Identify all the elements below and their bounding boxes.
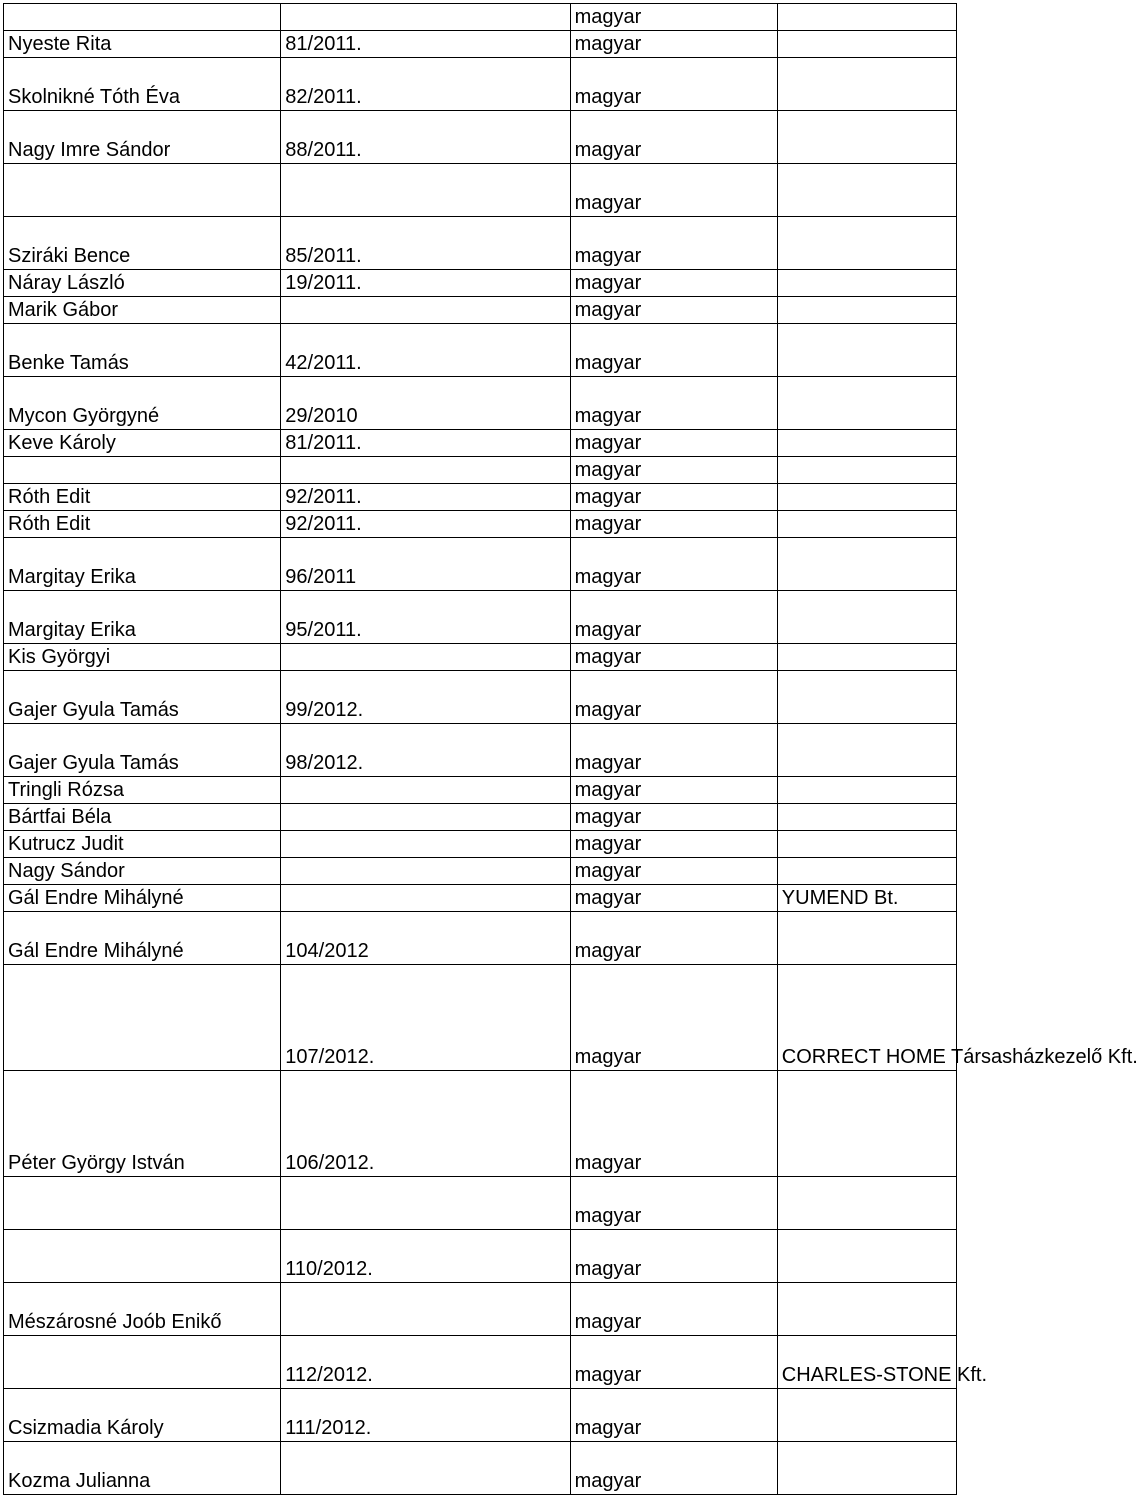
name-cell: Sziráki Bence xyxy=(4,217,281,270)
org-cell xyxy=(777,31,956,58)
table-row xyxy=(4,804,957,831)
name-cell: Csizmadia Károly xyxy=(4,1389,281,1442)
org-cell xyxy=(777,164,956,217)
table-row xyxy=(4,644,957,671)
number-cell: 29/2010 xyxy=(281,377,570,430)
language-cell: magyar xyxy=(570,1389,777,1442)
org-cell xyxy=(777,511,956,538)
org-cell xyxy=(777,1230,956,1283)
table-row xyxy=(4,885,957,912)
name-cell: Kis Györgyi xyxy=(4,644,281,671)
language-cell: magyar xyxy=(570,965,777,1071)
number-cell xyxy=(281,1177,570,1230)
name-cell xyxy=(4,965,281,1071)
org-cell xyxy=(777,377,956,430)
number-cell xyxy=(281,831,570,858)
table-row xyxy=(4,1283,957,1336)
org-cell xyxy=(777,912,956,965)
language-cell: magyar xyxy=(570,804,777,831)
org-cell xyxy=(777,1283,956,1336)
number-cell xyxy=(281,297,570,324)
table-row xyxy=(4,511,957,538)
name-cell: Péter György István xyxy=(4,1071,281,1177)
number-cell: 85/2011. xyxy=(281,217,570,270)
name-cell: Gajer Gyula Tamás xyxy=(4,724,281,777)
table-row xyxy=(4,671,957,724)
name-cell: Róth Edit xyxy=(4,484,281,511)
name-cell: Gajer Gyula Tamás xyxy=(4,671,281,724)
number-cell: 104/2012 xyxy=(281,912,570,965)
name-cell: Marik Gábor xyxy=(4,297,281,324)
language-cell: magyar xyxy=(570,777,777,804)
org-cell xyxy=(777,270,956,297)
language-cell: magyar xyxy=(570,591,777,644)
org-cell xyxy=(777,858,956,885)
language-cell: magyar xyxy=(570,644,777,671)
number-cell: 96/2011 xyxy=(281,538,570,591)
number-cell xyxy=(281,644,570,671)
language-cell: magyar xyxy=(570,457,777,484)
language-cell: magyar xyxy=(570,1071,777,1177)
name-cell xyxy=(4,164,281,217)
name-cell: Benke Tamás xyxy=(4,324,281,377)
language-cell: magyar xyxy=(570,511,777,538)
org-cell xyxy=(777,644,956,671)
name-cell: Nagy Imre Sándor xyxy=(4,111,281,164)
name-cell: Róth Edit xyxy=(4,511,281,538)
number-cell: 81/2011. xyxy=(281,430,570,457)
name-cell xyxy=(4,457,281,484)
org-cell xyxy=(777,671,956,724)
language-cell: magyar xyxy=(570,31,777,58)
language-cell: magyar xyxy=(570,58,777,111)
org-cell xyxy=(777,591,956,644)
language-cell: magyar xyxy=(570,217,777,270)
table-row xyxy=(4,297,957,324)
number-cell: 19/2011. xyxy=(281,270,570,297)
table-row xyxy=(4,164,957,217)
number-cell xyxy=(281,804,570,831)
org-cell xyxy=(777,217,956,270)
number-cell: 42/2011. xyxy=(281,324,570,377)
number-cell xyxy=(281,885,570,912)
org-cell: YUMEND Bt. xyxy=(777,885,956,912)
number-cell: 106/2012. xyxy=(281,1071,570,1177)
language-cell: magyar xyxy=(570,912,777,965)
name-cell: Mészárosné Joób Enikő xyxy=(4,1283,281,1336)
language-cell: magyar xyxy=(570,671,777,724)
table-row xyxy=(4,270,957,297)
language-cell: magyar xyxy=(570,1283,777,1336)
org-cell xyxy=(777,1177,956,1230)
language-cell: magyar xyxy=(570,1230,777,1283)
number-cell: 92/2011. xyxy=(281,511,570,538)
org-cell xyxy=(777,430,956,457)
language-cell: magyar xyxy=(570,1177,777,1230)
table-row xyxy=(4,457,957,484)
name-cell: Nyeste Rita xyxy=(4,31,281,58)
number-cell: 99/2012. xyxy=(281,671,570,724)
table-row xyxy=(4,777,957,804)
language-cell: magyar xyxy=(570,324,777,377)
name-cell xyxy=(4,1177,281,1230)
name-cell xyxy=(4,1336,281,1389)
language-cell: magyar xyxy=(570,430,777,457)
table-row xyxy=(4,484,957,511)
language-cell: magyar xyxy=(570,858,777,885)
name-cell: Margitay Erika xyxy=(4,591,281,644)
number-cell: 82/2011. xyxy=(281,58,570,111)
org-cell: CORRECT HOME Társasházkezelő Kft. xyxy=(777,965,956,1071)
number-cell xyxy=(281,777,570,804)
name-cell: Kozma Julianna xyxy=(4,1442,281,1495)
org-cell xyxy=(777,1442,956,1495)
table-row xyxy=(4,1230,957,1283)
name-cell: Mycon Györgyné xyxy=(4,377,281,430)
name-cell: Skolnikné Tóth Éva xyxy=(4,58,281,111)
table-row xyxy=(4,1177,957,1230)
org-cell xyxy=(777,724,956,777)
name-cell: Gál Endre Mihályné xyxy=(4,885,281,912)
table-row xyxy=(4,31,957,58)
language-cell: magyar xyxy=(570,538,777,591)
language-cell: magyar xyxy=(570,164,777,217)
language-cell: magyar xyxy=(570,270,777,297)
name-cell: Tringli Rózsa xyxy=(4,777,281,804)
table-row xyxy=(4,377,957,430)
org-cell xyxy=(777,324,956,377)
name-cell xyxy=(4,1230,281,1283)
number-cell xyxy=(281,1442,570,1495)
table-row xyxy=(4,591,957,644)
org-cell xyxy=(777,111,956,164)
records-table xyxy=(3,3,1138,1495)
name-cell: Nagy Sándor xyxy=(4,858,281,885)
org-cell xyxy=(777,4,956,31)
language-cell: magyar xyxy=(570,1336,777,1389)
table-row xyxy=(4,58,957,111)
number-cell: 111/2012. xyxy=(281,1389,570,1442)
number-cell xyxy=(281,457,570,484)
number-cell: 81/2011. xyxy=(281,31,570,58)
org-cell: CHARLES-STONE Kft. xyxy=(777,1336,956,1389)
table-row xyxy=(4,1336,957,1389)
language-cell: magyar xyxy=(570,484,777,511)
language-cell: magyar xyxy=(570,297,777,324)
org-cell xyxy=(777,1071,956,1177)
table-row xyxy=(4,538,957,591)
language-cell: magyar xyxy=(570,377,777,430)
table-row xyxy=(4,965,957,1071)
language-cell: magyar xyxy=(570,724,777,777)
name-cell: Margitay Erika xyxy=(4,538,281,591)
org-cell xyxy=(777,484,956,511)
org-cell xyxy=(777,777,956,804)
org-cell xyxy=(777,457,956,484)
number-cell xyxy=(281,164,570,217)
org-cell xyxy=(777,831,956,858)
org-cell xyxy=(777,58,956,111)
name-cell: Gál Endre Mihályné xyxy=(4,912,281,965)
number-cell xyxy=(281,4,570,31)
name-cell: Bártfai Béla xyxy=(4,804,281,831)
language-cell: magyar xyxy=(570,111,777,164)
number-cell: 92/2011. xyxy=(281,484,570,511)
table-row xyxy=(4,1442,957,1495)
org-cell xyxy=(777,538,956,591)
language-cell: magyar xyxy=(570,885,777,912)
number-cell xyxy=(281,1283,570,1336)
table-row xyxy=(4,111,957,164)
number-cell: 110/2012. xyxy=(281,1230,570,1283)
table-row xyxy=(4,858,957,885)
table-row xyxy=(4,217,957,270)
table-row xyxy=(4,912,957,965)
table-row xyxy=(4,1071,957,1177)
table-row xyxy=(4,724,957,777)
table-row xyxy=(4,430,957,457)
name-cell: Kutrucz Judit xyxy=(4,831,281,858)
number-cell xyxy=(281,858,570,885)
table-row xyxy=(4,1389,957,1442)
org-cell xyxy=(777,804,956,831)
number-cell: 88/2011. xyxy=(281,111,570,164)
language-cell: magyar xyxy=(570,1442,777,1495)
name-cell: Keve Károly xyxy=(4,430,281,457)
table-row xyxy=(4,831,957,858)
table-row xyxy=(4,324,957,377)
name-cell: Náray László xyxy=(4,270,281,297)
name-cell xyxy=(4,4,281,31)
org-cell xyxy=(777,1389,956,1442)
number-cell: 95/2011. xyxy=(281,591,570,644)
table-row xyxy=(4,4,957,31)
number-cell: 112/2012. xyxy=(281,1336,570,1389)
org-cell xyxy=(777,297,956,324)
language-cell: magyar xyxy=(570,4,777,31)
number-cell: 107/2012. xyxy=(281,965,570,1071)
number-cell: 98/2012. xyxy=(281,724,570,777)
language-cell: magyar xyxy=(570,831,777,858)
